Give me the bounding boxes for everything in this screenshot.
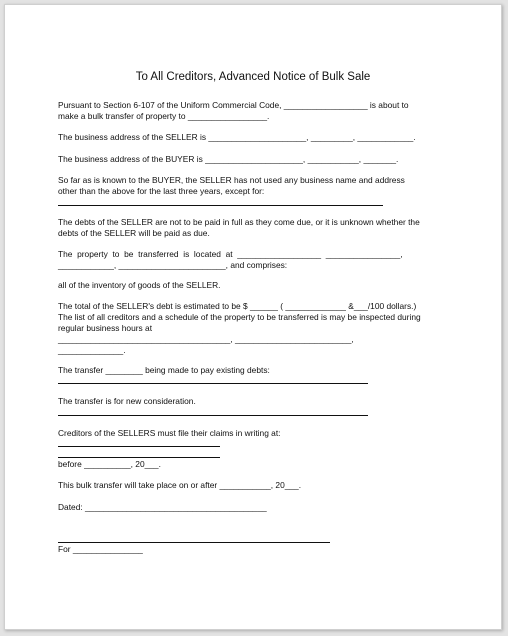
paragraph-debt-total-line-2: The list of all creditors and a schedule of the property to be transferred is may be inspected during [58,312,421,322]
paragraph-new-consideration: The transfer is for new consideration. [58,396,196,406]
paragraph-debt-total-line-5: ______________. [58,345,126,355]
claims-address-fill-line-1 [58,446,220,447]
new-consideration-fill-line [58,415,368,416]
paragraph-transfer-date: This bulk transfer will take place on or after ___________, 20___. [58,480,302,490]
dated-line: Dated: _______________________________________ [58,502,267,512]
paragraph-claims-deadline: before __________, 20___. [58,459,161,469]
paragraph-business-name-line-1: So far as is known to the BUYER, the SELLER has not used any business name and address [58,175,405,185]
paragraph-business-name-line-2: other than the above for the last three years, except for: [58,186,265,196]
paragraph-property-location-line-1: The property to be transferred is located at __________________ ________________, [58,249,403,259]
claims-address-fill-line-2 [58,457,220,458]
paragraph-transfer-existing-debts: The transfer ________ being made to pay existing debts: [58,365,270,375]
paragraph-inventory: all of the inventory of goods of the SELLER. [58,280,221,290]
business-name-fill-line [58,205,383,206]
paragraph-creditors-claims: Creditors of the SELLERS must file their claims in writing at: [58,428,281,438]
paragraph-debt-total-line-3: regular business hours at [58,323,153,333]
for-line: For _______________ [58,544,143,554]
paragraph-buyer-address: The business address of the BUYER is _____________________, ___________, _______. [58,154,399,164]
paragraph-debts-line-2: debts of the SELLER will be paid as due. [58,228,210,238]
paragraph-section-6-107-line-2: make a bulk transfer of property to _________________. [58,111,270,121]
existing-debts-fill-line [58,383,368,384]
document-title: To All Creditors, Advanced Notice of Bulk Sale [135,71,371,83]
paragraph-debts-line-1: The debts of the SELLER are not to be paid in full as they come due, or it is unknown whether the [58,217,420,227]
paragraph-seller-address: The business address of the SELLER is _____________________, _________, ____________. [58,132,416,142]
paragraph-debt-total-line-4: _____________________________________, _________________________, [58,334,354,344]
document-page [4,4,502,630]
paragraph-section-6-107-line-1: Pursuant to Section 6-107 of the Uniform Commercial Code, __________________ is about to [58,100,409,110]
paragraph-property-location-line-2: ____________, _______________________, and comprises: [58,260,288,270]
signature-line [58,542,330,543]
paragraph-debt-total-line-1: The total of the SELLER's debt is estimated to be $ ______ ( _____________ &___/100 dollars.) [58,301,417,311]
